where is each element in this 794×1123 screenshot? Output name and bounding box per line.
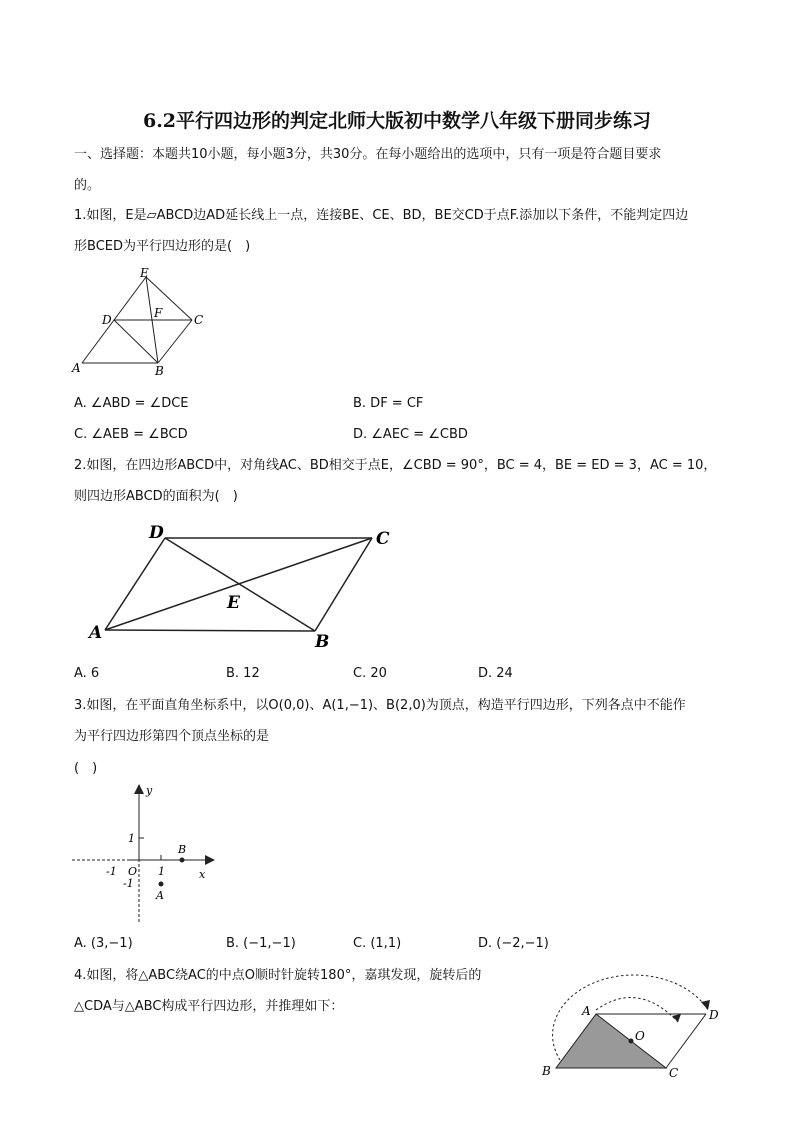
- q4-point-O: [629, 1039, 634, 1044]
- q4-triangle-ABC-shaded: [556, 1014, 666, 1068]
- q3-figure: [68, 782, 238, 932]
- q2-line-C-B: [315, 538, 372, 631]
- q1-label-E: E: [140, 266, 149, 280]
- q1-label-C: C: [194, 313, 204, 327]
- q4-label-O: O: [635, 1029, 645, 1043]
- q2-label-E: E: [227, 593, 240, 613]
- q1-label-A: A: [72, 361, 81, 375]
- q3-label-A: A: [156, 889, 164, 902]
- q2-line-A-D: [105, 538, 165, 630]
- q3-stem-line2: 为平行四边形第四个顶点坐标的是: [74, 729, 270, 744]
- q3-stem-line1: 3.如图，在平面直角坐标系中，以O(0,0)、A(1,−1)、B(2,0)为顶点，构造平行四边形，下列各点中不能作: [74, 698, 686, 713]
- q2-option-b[interactable]: B. 12: [226, 666, 260, 681]
- section-heading-line1: 一、选择题：本题共10小题，每小题3分，共30分。在每小题给出的选项中，只有一项是符合题目要求: [74, 147, 662, 162]
- q4-label-B: B: [542, 1064, 551, 1078]
- q4-stem-line1: 4.如图，将△ABC绕AC的中点O顺时针旋转180°，嘉琪发现，旋转后的: [74, 968, 482, 983]
- q2-stem-line1: 2.如图，在四边形ABCD中，对角线AC、BD相交于点E，∠CBD = 90°，BC = 4，BE = ED = 3，AC = 10，: [74, 458, 717, 473]
- q3-y-arrow: [134, 784, 144, 794]
- q2-label-B: B: [315, 632, 330, 652]
- q3-option-a[interactable]: A. (3,−1): [74, 936, 133, 951]
- q1-label-F: F: [154, 306, 163, 320]
- q1-line-D-B: [114, 320, 158, 363]
- q3-label-one-x: 1: [158, 865, 165, 878]
- q3-option-d[interactable]: D. (−2,−1): [478, 936, 549, 951]
- q1-stem-line1: 1.如图，E是▱ABCD边AD延长线上一点，连接BE、CE、BD，BE交CD于点F.添加以下条件，不能判定四边: [74, 208, 689, 223]
- page-title: 6.2平行四边形的判定北师大版初中数学八年级下册同步练习: [142, 110, 652, 132]
- q3-label-B: B: [178, 843, 187, 856]
- q4-label-C: C: [669, 1066, 679, 1080]
- q2-option-d[interactable]: D. 24: [478, 666, 513, 681]
- section-heading-line2: 的。: [74, 178, 101, 193]
- q1-line-C-B: [158, 320, 192, 363]
- q2-figure: [85, 518, 405, 658]
- q3-label-one-y: 1: [128, 832, 135, 845]
- q3-label-neg1-y: -1: [123, 877, 134, 890]
- q3-x-arrow: [205, 855, 215, 865]
- q3-point-A: [159, 882, 164, 887]
- q3-label-x: x: [199, 868, 206, 881]
- q3-label-O: O: [128, 865, 138, 878]
- q4-figure: [538, 960, 728, 1085]
- q1-figure: [70, 265, 210, 380]
- q3-label-y: y: [146, 784, 153, 797]
- q3-stem-line3: ( ): [74, 761, 98, 776]
- q2-label-C: C: [376, 529, 390, 549]
- q1-label-D: D: [102, 313, 112, 327]
- q4-line-D-C: [666, 1014, 706, 1068]
- q2-stem-line2: 则四边形ABCD的面积为( ): [74, 489, 238, 504]
- q1-label-B: B: [155, 364, 164, 378]
- q3-point-B: [180, 858, 185, 863]
- q1-option-c[interactable]: C. ∠AEB = ∠BCD: [74, 427, 188, 442]
- q3-option-b[interactable]: B. (−1,−1): [226, 936, 296, 951]
- q4-label-A: A: [582, 1004, 591, 1018]
- q1-option-a[interactable]: A. ∠ABD = ∠DCE: [74, 396, 189, 411]
- q2-label-A: A: [89, 623, 103, 643]
- q1-stem-line2: 形BCED为平行四边形的是( ): [74, 239, 251, 254]
- q4-label-D: D: [709, 1008, 719, 1022]
- q2-option-a[interactable]: A. 6: [74, 666, 100, 681]
- q2-line-D-B: [165, 538, 315, 631]
- q1-line-E-C: [146, 277, 192, 320]
- q2-line-A-B: [105, 630, 315, 631]
- q4-inner-rotation-arc: [596, 998, 678, 1023]
- q3-label-neg1-x: -1: [106, 865, 117, 878]
- q1-option-b[interactable]: B. DF = CF: [353, 396, 424, 411]
- q2-label-D: D: [149, 523, 164, 543]
- q3-option-c[interactable]: C. (1,1): [353, 936, 402, 951]
- q4-stem-line2: △CDA与△ABC构成平行四边形，并推理如下：: [74, 999, 344, 1014]
- q2-option-c[interactable]: C. 20: [353, 666, 387, 681]
- q1-option-d[interactable]: D. ∠AEC = ∠CBD: [353, 427, 468, 442]
